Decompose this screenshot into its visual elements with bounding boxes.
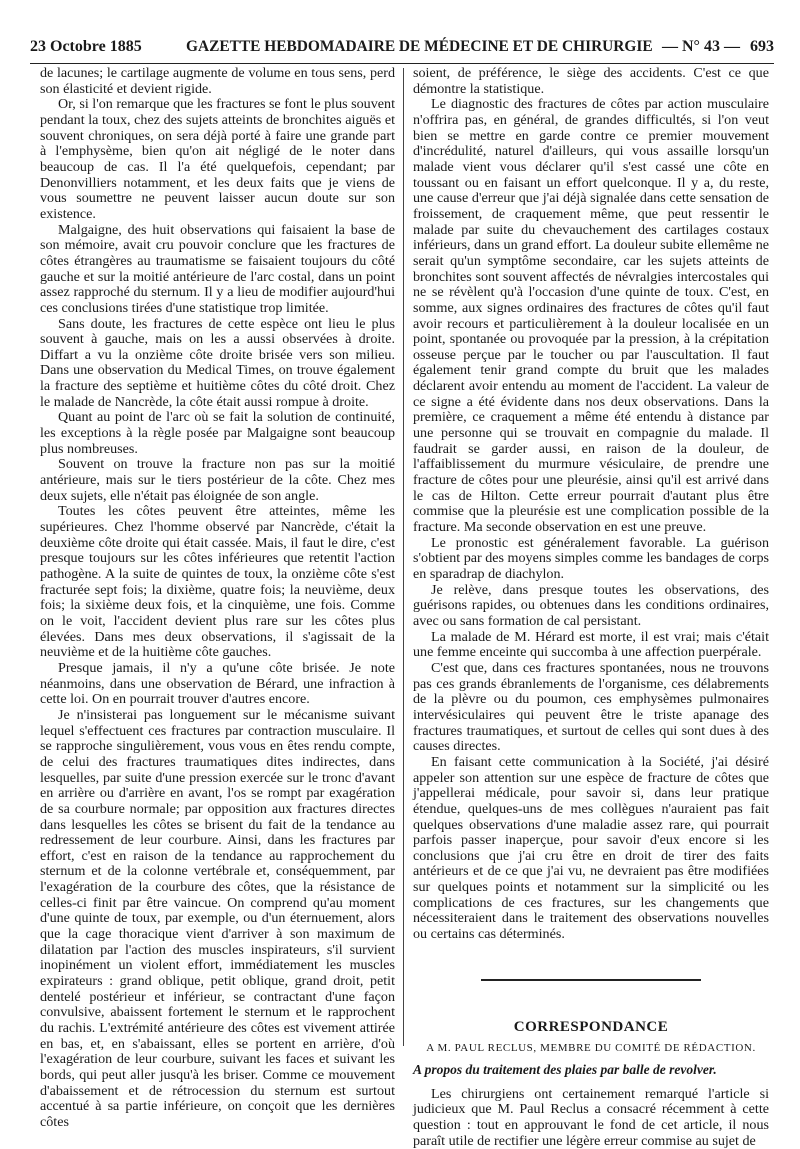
paragraph: Le diagnostic des fractures de côtes par action musculaire n'offrira pas, en général, de grandes difficultés, si l'on veut bien se mettre en garde contre ce premier mouvement d'incrédulité, naturel d'ailleurs, qui vous assaille lorsqu'un malade vient vous déclarer qu'il s'est cassé une côte en toussant ou en faisant un effort quelconque. Il y a, du reste, une cause d'erreur que j'ai déjà signalée dans cette sensation de froissement, de craquement même, que peut ressentir le malade par suite du chevauchement des cartilages costaux inférieurs, dans un grand effort. La douleur subite ellemême ne serait qu'un symptôme secondaire, car les sujets atteints de bronchites sont souvent affectés de névralgies intercostales qui ne se révèlent qu'à l'occasion d'une quinte de toux. C'est, en somme, aux signes ordinaires des fractures de côtes qu'il faut avoir recours et particulièrement à la douleur localisée en un point, spontanée ou provoquée par la pression, à la crépitation osseuse perçue par le toucher ou par l'auscultation. Il faut également tenir grand compte du bruit que les malades déclarent avoir entendu au moment de l'accident. La valeur de ce signe a été évidente dans nos deux observations. Dans la première, ce craquement a même été entendu à distance par une personne qui se trouvait en compagnie du malade. Il faudrait se garder aussi, en raison de la douleur, de l'affaiblissement du murmure vésiculaire, de prendre une fracture de côtes pour une pleurésie, ainsi qu'il est arrivé dans le cas de Hilton. Cette erreur pourrait d'autant plus être commise que la pleurésie est une complication possible de la fracture. Ma seconde observation en est une preuve.: [413, 96, 769, 536]
header-rule: [30, 63, 774, 64]
paragraph: Presque jamais, il n'y a qu'une côte brisée. Je note néanmoins, dans une observation de Bérard, une infraction à cette loi. On en pourrait trouver d'autres encore.: [40, 659, 395, 708]
left-column: [40, 66, 395, 1131]
paragraph: Je relève, dans presque toutes les observations, des guérisons rapides, ou obtenues dans les conditions ordinaires, avec ou sans formation de cal persistant.: [413, 581, 769, 629]
page-number: 693: [750, 38, 774, 55]
paragraph: Quant au point de l'arc où se fait la solution de continuité, les exceptions à la règle posée par Malgaigne sont beaucoup plus nombreuses.: [40, 409, 395, 457]
section-address: A M. PAUL RECLUS, MEMBRE DU COMITÉ DE RÉDACTION.: [426, 1041, 756, 1054]
paragraph: C'est que, dans ces fractures spontanées, nous ne trouvons pas ces grands ébranlements de l'organisme, ces délabrements de la plèvre ou du poumon, ces emphysèmes pulmonaires intervésiculaires qui peuvent être le triste apanage des fractures traumatiques, et surtout de celles qui sont dues à des causes directes.: [413, 659, 769, 755]
paragraph: Toutes les côtes peuvent être atteintes, même les supérieures. Chez l'homme observé par Nancrède, c'était la deuxième côte droite qui était cassée. Mais, il faut le dire, c'est presque toujours sur les côtes inférieures que retentit l'action pathogène. A la suite de quintes de toux, la onzième côte s'est fracturée sept fois; la dixième, quatre fois; la neuvième, deux fois; la sixième deux fois, et la cinquième, une fois. Comme on le voit, l'accident devient plus rare sur les côtes plus élevées. Dans mes deux observations, il s'agissait de la neuvième et de la huitième côte gauches.: [40, 503, 395, 661]
column-divider: [403, 68, 404, 1046]
paragraph: Les chirurgiens ont certainement remarqué l'article si judicieux que M. Paul Reclus a consacré récemment à cette question : tout en approuvant le fond de cet article, il nous paraît utile de rectifier une légère erreur commise au sujet de: [413, 1085, 769, 1149]
paragraph: Sans doute, les fractures de cette espèce ont lieu le plus souvent à gauche, mais on les a aussi observées à droite. Diffart a vu la onzième côte droite brisée vers son milieu. Dans une observation du Medical Times, on trouve également la fracture des septième et huitième côtes du côté droit. Chez le malade de Nancrède, la côte était aussi rompue à droite.: [40, 315, 395, 410]
paragraph: Souvent on trouve la fracture non pas sur la moitié antérieure, mais sur le tiers postérieur de la côte. Chez mes deux sujets, elle n'était pas éloignée de son angle.: [40, 456, 395, 504]
running-header: [30, 38, 774, 58]
paragraph: En faisant cette communication à la Société, j'ai désiré appeler son attention sur une espèce de fracture de côtes que j'appellerai médicale, pour savoir si, dans leur pratique étendue, quelques-uns de mes collègues n'auraient pas fait quelques observations d'une maladie assez rare, qui pourrait parfois passer inaperçue, pour savoir d'eux encore si les conclusions que j'ai cru être en droit de tirer des faits antérieurs et de ce que j'ai vu, ne devraient pas être modifiées sur quelques points et notamment sur la simplicité ou les complications de ces fractures, sur les changements que nécessiteraient dans le traitement des observations nouvelles ou certains cas déterminés.: [413, 753, 769, 943]
issue-number: — N° 43 —: [662, 38, 740, 55]
paragraph: Je n'insisterai pas longuement sur le mécanisme suivant lequel s'effectuent ces fractures par contraction musculaire. Il se rapproche singulièrement, vous vous en êtes rendu compte, de celui des fractures traumatiques dites indirectes, dans lesquelles, par suite d'une pression exercée sur le tronc d'avant en arrière ou d'arrière en avant, l'os se rompt par exagération de sa courbure normale; par opposition aux fractures directes dans lesquelles les côtes se brisent du fait de la tendance au redressement de leur courbure. Ainsi, dans les fractures par effort, c'est en raison de la tendance au rapprochement du sternum et de la colonne vertébrale et, conséquemment, par l'exagération de la courbure des côtes, que la résistance de celles-ci finit par être vaincue. On comprend qu'au moment d'une quinte de toux, par exemple, ou d'un éternuement, alors que la cage thoracique vient d'arriver à son maximum de dilatation par l'action des muscles inspirateurs, s'il survient inopinément un violent effort, immédiatement les muscles expirateurs : grand oblique, petit oblique, grand droit, petit dentelé postérieur et inférieur, se contractant d'une façon convulsive, abaissent fortement le sternum et le rapprochent du rachis. L'extrémité antérieure des côtes est vivement attirée en bas, et, en s'abaissant, elles se portent en arrière, d'où l'exagération de leur courbure, suivant les faces et suivant les bords, qui peut aller jusqu'à les briser. Comme ce mouvement d'abaissement et de rétrocession du sternum est surtout accentué à sa partie inférieure, on conçoit que les dernières côtes: [40, 706, 395, 1130]
header-date: 23 Octobre 1885: [30, 38, 142, 55]
right-column: [413, 66, 769, 1149]
paragraph: Or, si l'on remarque que les fractures se font le plus souvent pendant la toux, chez des sujets atteints de bronchites aiguës et souvent chroniques, on sera déjà porté à faire une grande part à l'emphysème, bien qu'on ait négligé de le noter dans beaucoup de cas. Il l'a été quelquefois, cependant; par Denonvilliers notamment, et les deux faits que je viens de vous soumettre ne peuvent laisser aucun doute sur son existence.: [40, 96, 395, 222]
paragraph: Malgaigne, des huit observations qui faisaient la base de son mémoire, avait cru pouvoir conclure que les fractures de côtes étrangères au traumatisme se faisaient toujours du côté gauche et sur la moitié antérieure de l'arc costal, dans un point assez rapproché du sternum. Il y a lieu de modifier aujourd'hui ces conclusions tirées d'une statistique trop limitée.: [40, 221, 395, 316]
section-title: CORRESPONDANCE: [513, 1018, 669, 1035]
journal-title: GAZETTE HEBDOMADAIRE DE MÉDECINE ET DE CHIRURGIE: [186, 38, 653, 55]
paragraph: de lacunes; le cartilage augmente de volume en tous sens, perd son élasticité et devient rigide.: [40, 65, 395, 97]
paragraph: La malade de M. Hérard est morte, il est vrai; mais c'était une femme enceinte qui succomba à une affection puerpérale.: [413, 628, 769, 661]
paragraph: soient, de préférence, le siège des accidents. C'est ce que démontre la statistique.: [413, 65, 769, 97]
section-separator: [481, 979, 701, 981]
section-subtitle: A propos du traitement des plaies par balle de revolver.: [413, 1061, 717, 1077]
paragraph: Le pronostic est généralement favorable. La guérison s'obtient par des moyens simples comme les bandages de corps en sparadrap de diachylon.: [413, 534, 769, 582]
